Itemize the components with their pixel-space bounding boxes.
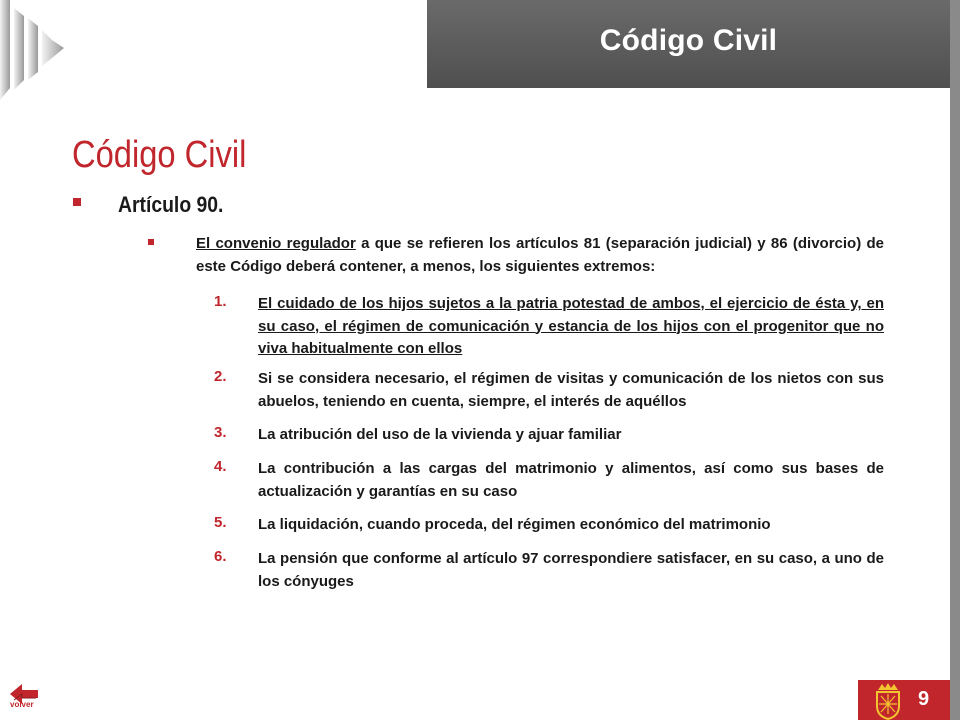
list-item-number: 3. xyxy=(214,424,227,441)
article-bullet xyxy=(73,198,81,206)
intro-rest-text: a que se refieren los artículos 81 (separación judicial) y 86 (divorcio) de este Código deberá contener, a menos, los siguientes extremos: xyxy=(196,235,885,275)
list-item-number: 2. xyxy=(214,368,227,385)
list-item-text xyxy=(258,293,884,361)
list-item-number: 6. xyxy=(214,548,227,565)
header-title: Código Civil xyxy=(599,24,778,57)
list-item-text: La atribución del uso de la vivienda y ajuar familiar xyxy=(258,426,622,443)
list-item-number: 1. xyxy=(214,293,227,310)
article-heading: Artículo 90. xyxy=(118,192,224,217)
page-number: 9 xyxy=(918,688,930,710)
decorative-stripes-icon xyxy=(0,0,70,100)
header-band xyxy=(427,0,950,88)
list-item-number: 4. xyxy=(214,458,227,475)
right-edge-rail xyxy=(950,0,960,720)
list-item-text: Si se considera necesario, el régimen de visitas y comunicación de los nietos con sus abuelos, teniendo en cuenta, siempre, el interés de aquéllos xyxy=(258,370,884,410)
intro-bullet xyxy=(148,239,154,245)
coat-of-arms-icon xyxy=(872,682,904,720)
back-button-label[interactable]: volver xyxy=(10,700,34,709)
intro-underlined-text: El convenio regulador xyxy=(196,235,356,252)
slide-title: Código Civil xyxy=(72,134,247,176)
list-item-1-text: El cuidado de los hijos sujetos a la patria potestad de ambos, el ejercicio de ésta y, en su caso, el régimen de comunicación y estancia de los hijos con el progenitor que no viva habitualmente con ellos xyxy=(258,295,884,357)
list-item-number: 5. xyxy=(214,514,227,531)
page-number-box xyxy=(858,680,950,720)
list-item-text: La pensión que conforme al artículo 97 correspondiere satisfacer, en su caso, a uno de los cónyuges xyxy=(258,550,884,590)
intro-paragraph xyxy=(196,233,884,278)
list-item-text: La liquidación, cuando proceda, del régimen económico del matrimonio xyxy=(258,516,771,533)
list-item-text: La contribución a las cargas del matrimonio y alimentos, así como sus bases de actualización y garantías en su caso xyxy=(258,460,884,500)
